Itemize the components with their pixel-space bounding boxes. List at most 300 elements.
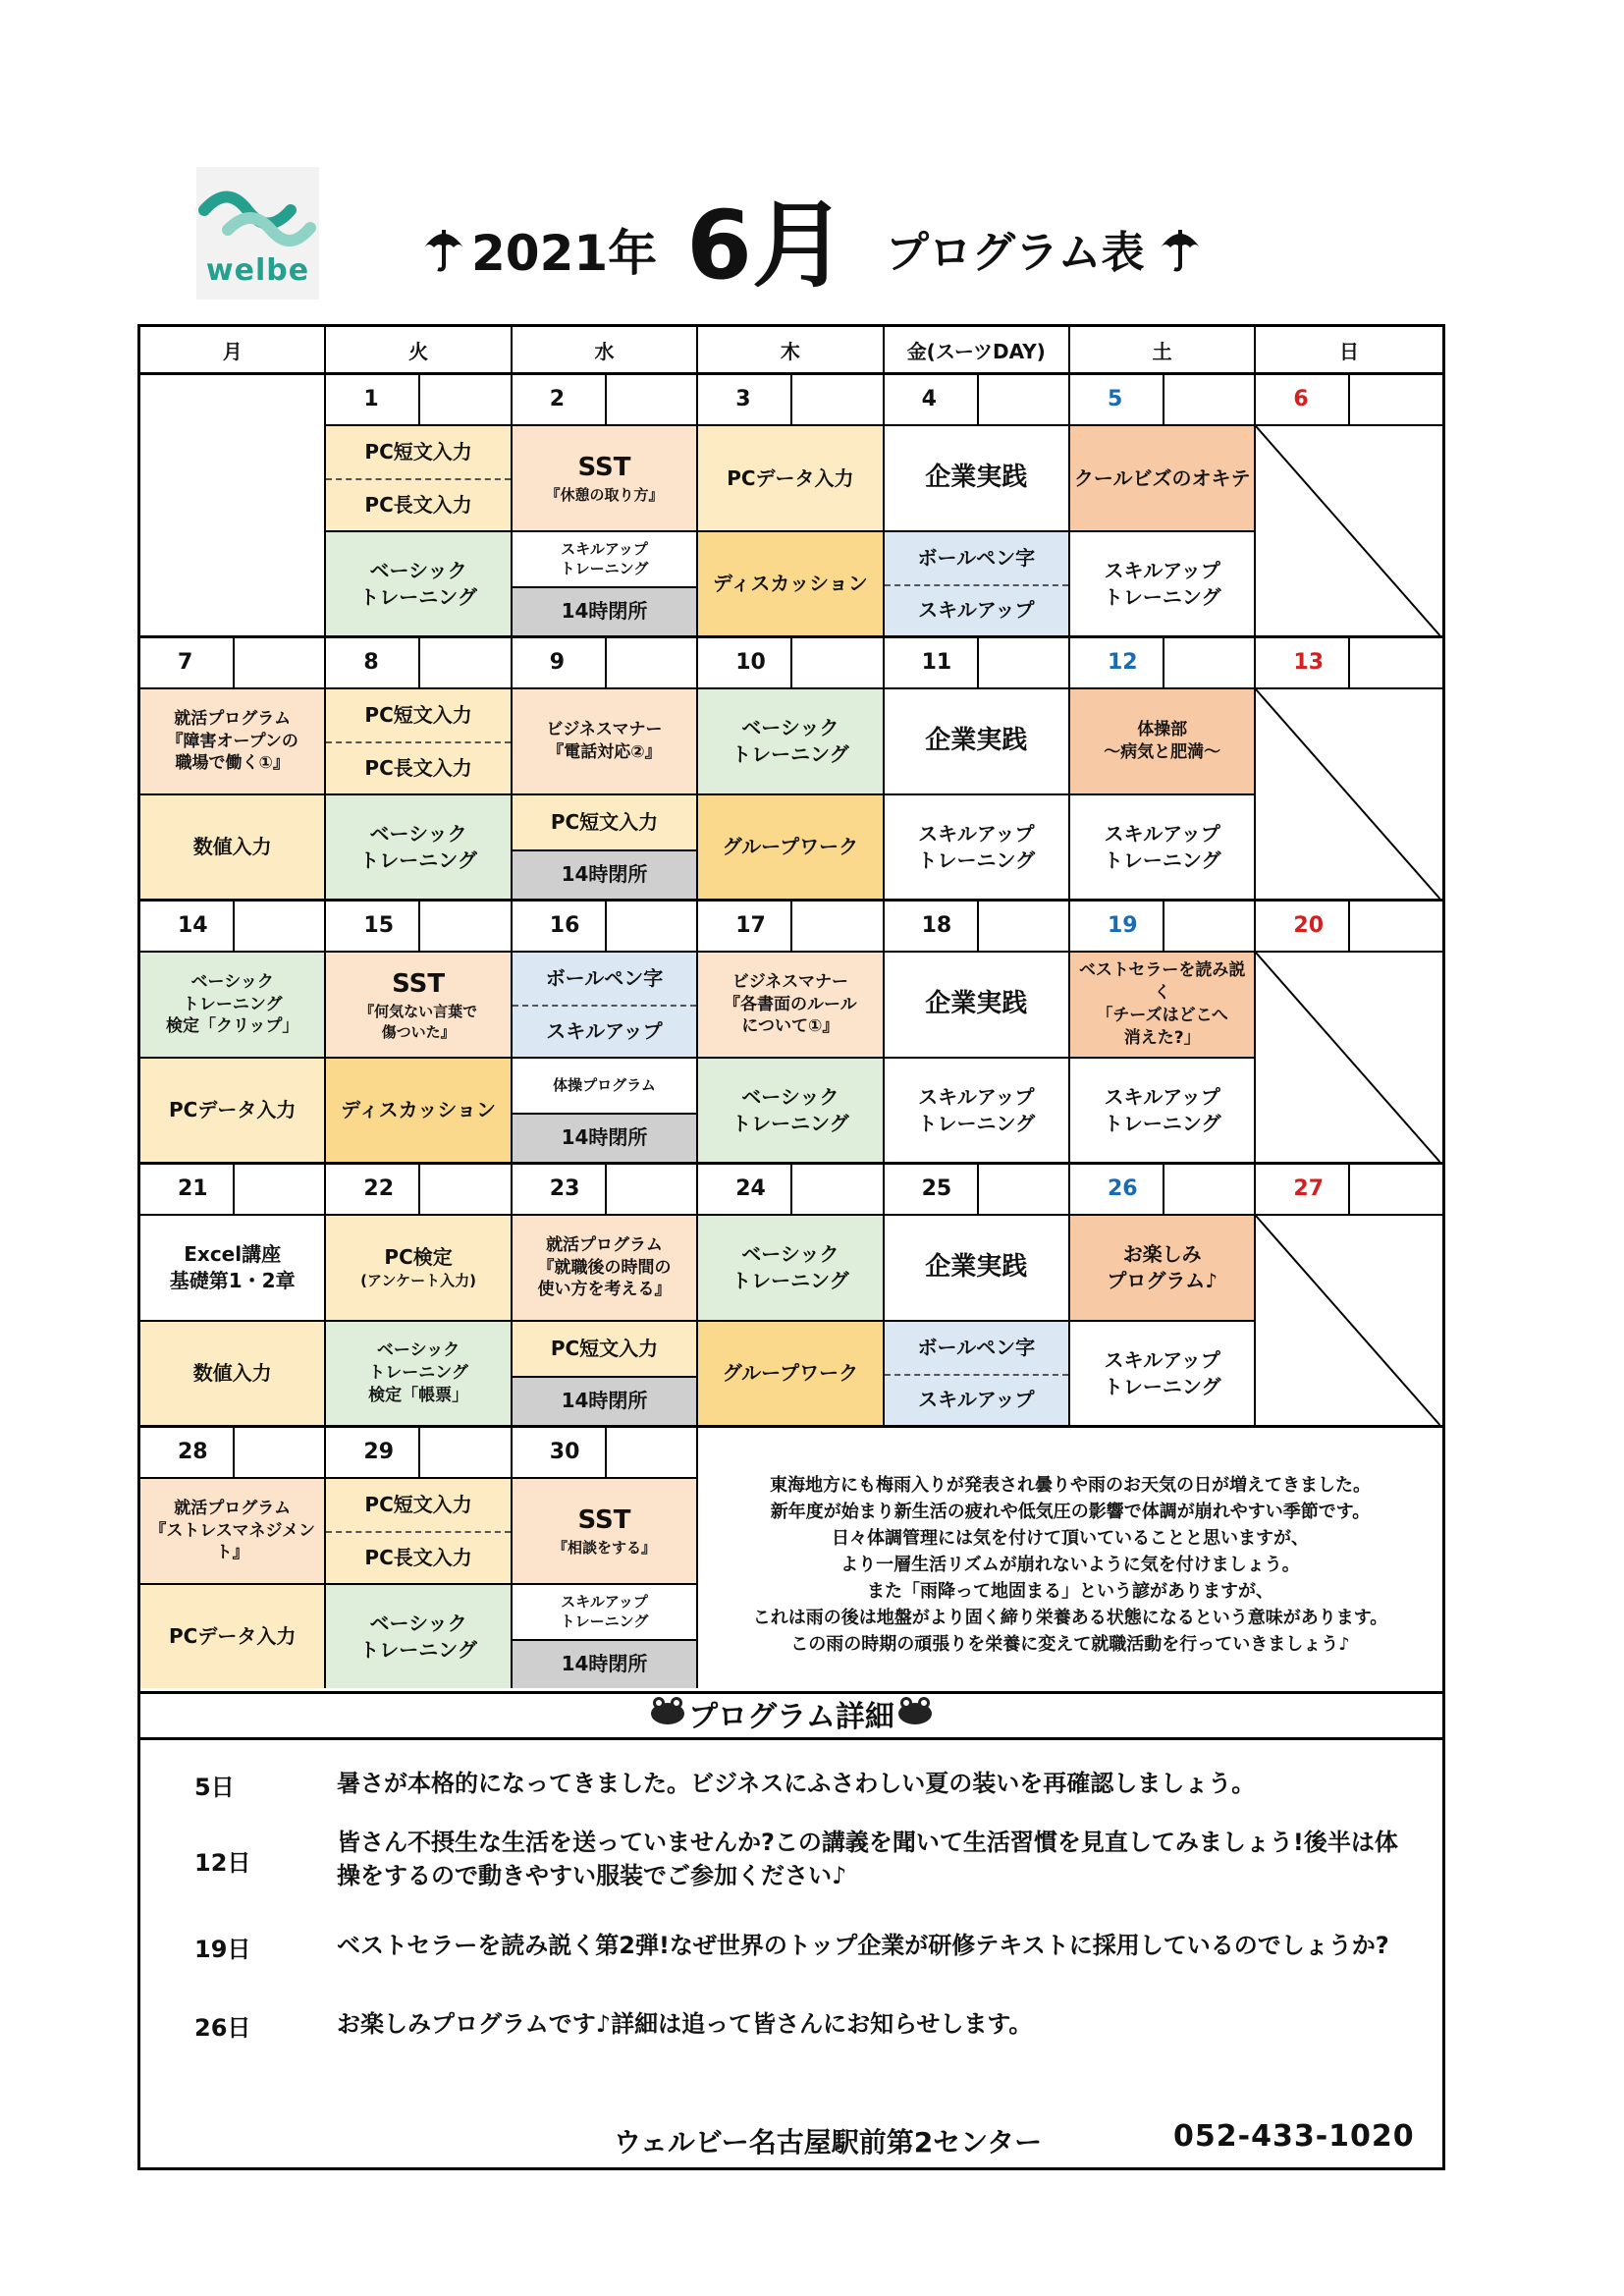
closing-time [513, 849, 696, 899]
program-label: スキルアップ トレーニング [917, 821, 1036, 872]
program-label: PC短文入力 [364, 1493, 472, 1516]
day-number-divider [418, 902, 420, 951]
day-number: 2 [549, 387, 566, 411]
day-number: 10 [735, 650, 766, 675]
program-label: 体操プログラム [553, 1076, 656, 1095]
page-title [422, 187, 1306, 301]
day-number-divider [418, 1428, 420, 1477]
morning-program [513, 953, 696, 1059]
day-number-divider [605, 1428, 607, 1477]
morning-program [326, 1479, 510, 1585]
day-number-divider [790, 902, 792, 951]
closing-time-label: 14時閉所 [561, 1125, 648, 1150]
afternoon-program [326, 532, 510, 635]
day-number-divider [1163, 902, 1164, 951]
program-label: ベストセラーを読み説 く 「チーズはどこへ 消えた?」 [1078, 960, 1246, 1048]
day-number-divider [605, 1165, 607, 1214]
closed-day-diagonal [1256, 689, 1441, 899]
day-number-row [326, 902, 510, 953]
program-label: PCデータ入力 [727, 465, 854, 490]
program-label: 就活プログラム 『障害オープンの 職場で働く①』 [166, 708, 298, 774]
weekday-sat: 土 [1070, 327, 1256, 372]
day-number: 14 [178, 913, 208, 938]
morning-program [326, 1216, 510, 1322]
day-number-row [326, 638, 510, 689]
calendar-day [885, 902, 1070, 1162]
morning-program [140, 689, 324, 795]
day-number: 18 [921, 913, 952, 938]
morning-program [698, 953, 882, 1059]
morning-program [1070, 953, 1254, 1059]
program-label: ベーシック トレーニング [731, 1242, 849, 1292]
notice-line: また「雨降って地固まる」という諺がありますが、 [867, 1581, 1273, 1602]
calendar-day [326, 1428, 512, 1688]
morning-program-part-b [513, 1005, 696, 1057]
closed-day-diagonal [1256, 426, 1441, 635]
afternoon-program [513, 1585, 696, 1688]
afternoon-program-part-a [513, 1585, 696, 1639]
calendar-day [326, 1165, 512, 1425]
day-number-divider [1348, 902, 1350, 951]
calendar-day [1256, 902, 1441, 1162]
program-label: ボールペン字 [917, 545, 1036, 570]
calendar-table [137, 324, 1445, 1694]
closed-day-diagonal [1256, 1216, 1441, 1425]
program-label: PC長文入力 [364, 756, 472, 780]
afternoon-program [1070, 1059, 1254, 1162]
program-label: ベーシック トレーニング 検定「クリップ」 [166, 971, 299, 1037]
title-month: 6月 [686, 191, 846, 301]
afternoon-program [140, 795, 324, 899]
day-number: 24 [735, 1176, 766, 1201]
day-number: 12 [1108, 650, 1138, 675]
program-label: スキルアップ [918, 598, 1035, 623]
day-number-row [513, 638, 696, 689]
day-number-divider [977, 1165, 979, 1214]
morning-program [140, 953, 324, 1059]
calendar-day [513, 902, 698, 1162]
details-header [140, 1689, 1442, 1740]
day-number-divider [233, 638, 235, 687]
day-number-row [1256, 902, 1441, 953]
calendar-day [1256, 375, 1441, 635]
day-number-divider [790, 638, 792, 687]
program-label: PCデータ入力 [169, 1098, 297, 1121]
umbrella-icon [422, 226, 465, 277]
program-label: クールビズのオキテ [1073, 465, 1251, 490]
program-label: PC長文入力 [364, 1546, 472, 1569]
day-number-row [1256, 375, 1441, 426]
program-label: PCデータ入力 [169, 1624, 297, 1648]
day-number-row [513, 1428, 696, 1479]
day-number: 1 [363, 387, 379, 411]
logo-wordmark: welbe [205, 253, 310, 288]
morning-program [140, 1479, 324, 1585]
title-year: 2021年 [471, 225, 658, 282]
morning-program [885, 689, 1068, 795]
morning-program [698, 1216, 882, 1322]
day-number: 19 [1108, 913, 1138, 938]
calendar-week [140, 375, 1442, 638]
weekday-wed: 水 [513, 327, 698, 372]
afternoon-program-part-a [513, 1322, 696, 1376]
day-number: 20 [1293, 913, 1325, 938]
morning-program-part-a [326, 689, 510, 741]
day-number-divider [1163, 638, 1164, 687]
title-program: プログラム表 [885, 228, 1145, 278]
weekday-tue: 火 [326, 327, 512, 372]
calendar-day [1070, 638, 1256, 899]
day-number: 23 [549, 1176, 580, 1201]
program-label: スキルアップ トレーニング [1103, 558, 1221, 609]
afternoon-program [698, 1322, 882, 1425]
morning-program-part-a [513, 953, 696, 1005]
program-label: 数値入力 [192, 1361, 272, 1385]
closing-time-label: 14時閉所 [561, 1652, 648, 1676]
calendar-day [698, 1165, 884, 1425]
notice-line: 東海地方にも梅雨入りが発表され曇りや雨のお天気の日が増えてきました。 [770, 1475, 1371, 1496]
morning-program [1070, 426, 1254, 532]
day-number: 17 [735, 913, 766, 938]
program-label: 企業実践 [925, 726, 1028, 756]
day-number: 11 [921, 650, 952, 675]
program-subtitle: 『相談をする』 [552, 1539, 656, 1558]
day-number-row [885, 638, 1068, 689]
program-label: 企業実践 [925, 1252, 1028, 1283]
afternoon-program [140, 1059, 324, 1162]
program-subtitle: 『何気ない言葉で 傷ついた』 [359, 1003, 478, 1041]
afternoon-program [885, 1322, 1068, 1425]
day-number-row [698, 902, 882, 953]
calendar-day [140, 1165, 326, 1425]
calendar-day [513, 1428, 698, 1688]
morning-program [1070, 689, 1254, 795]
notice-line: より一層生活リズムが崩れないように気を付けましょう。 [840, 1555, 1300, 1575]
day-number: 21 [178, 1176, 208, 1201]
calendar-day [140, 638, 326, 899]
day-number-row [513, 375, 696, 426]
afternoon-program [513, 1059, 696, 1162]
calendar-day [885, 375, 1070, 635]
morning-program [885, 953, 1068, 1059]
calendar-day [1070, 375, 1256, 635]
day-number-divider [418, 1165, 420, 1214]
day-number: 27 [1293, 1176, 1325, 1201]
program-label: 数値入力 [192, 835, 272, 858]
detail-day: 19日 [194, 1936, 251, 1963]
day-number-row [1256, 1165, 1441, 1216]
morning-program-part-b [326, 1531, 510, 1583]
calendar-day [326, 902, 512, 1162]
detail-text: 暑さが本格的になってきました。ビジネスにふさわしい夏の装いを再確認しましょう。 [337, 1770, 1256, 1797]
day-number-row [513, 902, 696, 953]
day-number-row [1070, 375, 1254, 426]
day-number-row [140, 1165, 324, 1216]
welbe-logo [196, 167, 319, 300]
frog-icon [898, 1703, 932, 1724]
calendar-day [140, 375, 326, 635]
program-subtitle: (アンケート入力) [360, 1272, 476, 1290]
day-number-divider [233, 902, 235, 951]
weekday-sun: 日 [1339, 339, 1360, 363]
program-label: 就活プログラム 『就職後の時間の 使い方を考える』 [537, 1234, 672, 1300]
detail-text: 皆さん不摂生な生活を送っていませんか?この講義を聞いて生活習慣を見直してみましょう!後半は体操をするので動きやすい服装でご参加ください♪ [337, 1829, 1398, 1889]
day-number: 7 [178, 650, 193, 675]
day-number-divider [233, 1165, 235, 1214]
calendar-day [513, 375, 698, 635]
phone-number: 052-433-1020 [1173, 2119, 1415, 2154]
closing-time-label: 14時閉所 [561, 862, 648, 887]
day-number: 22 [363, 1176, 395, 1201]
calendar-day [140, 1428, 326, 1688]
closing-time [513, 1639, 696, 1688]
afternoon-program [885, 795, 1068, 899]
day-number-divider [1348, 375, 1350, 424]
program-label: スキルアップ [546, 1019, 663, 1043]
notice-line: 新年度が始まり新生活の疲れや低気圧の影響で体調が崩れやすい季節です。 [770, 1502, 1371, 1522]
morning-program [885, 426, 1068, 532]
afternoon-program [698, 532, 882, 635]
day-number-row [1070, 1165, 1254, 1216]
calendar-day [513, 638, 698, 899]
closed-day-diagonal [1256, 953, 1441, 1162]
program-label: ボールペン字 [917, 1335, 1036, 1359]
day-number-row [140, 638, 324, 689]
calendar-day [140, 902, 326, 1162]
day-number-row [698, 375, 882, 426]
afternoon-program [326, 1322, 510, 1425]
day-number-row [1256, 638, 1441, 689]
afternoon-program [513, 1322, 696, 1425]
afternoon-program [885, 1059, 1068, 1162]
calendar-day [326, 375, 512, 635]
program-label: PC短文入力 [550, 1336, 659, 1360]
morning-program [326, 689, 510, 795]
day-number: 8 [363, 650, 379, 675]
afternoon-program [1070, 532, 1254, 635]
program-label: SST [577, 453, 631, 483]
day-number-divider [977, 375, 979, 424]
closing-time [513, 586, 696, 635]
day-number: 30 [549, 1440, 580, 1464]
program-label: ベーシック トレーニング 検定「帳票」 [368, 1340, 469, 1405]
program-label: スキルアップ トレーニング [1103, 1347, 1221, 1398]
day-number: 13 [1293, 650, 1325, 675]
day-number-row [885, 375, 1068, 426]
program-label: PC短文入力 [364, 703, 472, 727]
morning-program [513, 689, 696, 795]
day-number-row [698, 638, 882, 689]
calendar-day [885, 638, 1070, 899]
afternoon-program [698, 795, 882, 899]
morning-program-part-b [326, 741, 510, 793]
detail-text: お楽しみプログラムです♪詳細は追って皆さんにお知らせします。 [337, 2010, 1033, 2038]
calendar-day [326, 638, 512, 899]
day-number-divider [418, 638, 420, 687]
day-number-row [140, 902, 324, 953]
wave-logo-icon [198, 189, 317, 247]
program-label: 企業実践 [925, 463, 1028, 493]
calendar-day [698, 375, 884, 635]
program-label: スキルアップ トレーニング [1103, 821, 1221, 872]
afternoon-program-part-a [885, 1322, 1068, 1374]
calendar-day [1070, 1165, 1256, 1425]
day-number: 9 [549, 650, 566, 675]
morning-program [140, 1216, 324, 1322]
calendar-week [140, 902, 1442, 1165]
morning-program [326, 953, 510, 1059]
closing-time-label: 14時閉所 [561, 599, 648, 624]
program-label: ディスカッション [712, 572, 868, 595]
calendar-day [1256, 638, 1441, 899]
day-number-divider [1163, 1165, 1164, 1214]
closing-time [513, 1113, 696, 1162]
weekday-header [140, 327, 1442, 375]
morning-program [698, 426, 882, 532]
afternoon-program [140, 1585, 324, 1688]
day-number-row [326, 1428, 510, 1479]
program-label: スキルアップ トレーニング [1103, 1084, 1221, 1135]
day-number: 28 [178, 1440, 208, 1464]
program-label: お楽しみ プログラム♪ [1107, 1242, 1218, 1292]
day-number: 16 [549, 913, 580, 938]
day-number-divider [233, 1428, 235, 1477]
calendar-day [885, 1165, 1070, 1425]
day-number: 5 [1108, 387, 1123, 411]
day-number: 29 [363, 1440, 395, 1464]
day-number-row [326, 375, 510, 426]
program-label: スキルアップ [918, 1388, 1035, 1412]
afternoon-program [698, 1059, 882, 1162]
calendar-week [140, 1165, 1442, 1428]
morning-program [513, 1479, 696, 1585]
morning-program-part-a [326, 1479, 510, 1531]
umbrella-icon [1159, 226, 1202, 277]
afternoon-program [1070, 1322, 1254, 1425]
morning-program [1070, 1216, 1254, 1322]
afternoon-program-part-b [885, 584, 1068, 636]
morning-program [885, 1216, 1068, 1322]
program-label: SST [392, 969, 446, 1000]
program-label: PC短文入力 [364, 440, 472, 464]
day-number-divider [605, 375, 607, 424]
program-label: スキルアップ トレーニング [560, 540, 649, 578]
afternoon-program-part-b [885, 1374, 1068, 1426]
day-number: 25 [921, 1176, 952, 1201]
afternoon-program [326, 795, 510, 899]
program-label: PC検定 [384, 1245, 453, 1270]
day-number-divider [790, 375, 792, 424]
day-number-row [698, 1165, 882, 1216]
morning-program-part-a [326, 426, 510, 478]
afternoon-program [140, 1322, 324, 1425]
day-number: 4 [921, 387, 937, 411]
morning-program [513, 1216, 696, 1322]
detail-text: ベストセラーを読み説く第2弾!なぜ世界のトップ企業が研修テキストに採用しているのでしょうか? [337, 1932, 1389, 1959]
day-number-row [140, 1428, 324, 1479]
weekday-fri: 金(スーツDAY) [885, 327, 1070, 372]
program-label: ベーシック トレーニング [359, 821, 477, 872]
program-details [137, 1689, 1445, 2170]
day-number-row [885, 1165, 1068, 1216]
day-number-divider [418, 375, 420, 424]
morning-program [513, 426, 696, 532]
afternoon-program [513, 795, 696, 899]
program-label: ボールペン字 [545, 966, 664, 990]
program-label: ディスカッション [341, 1098, 496, 1121]
detail-day: 26日 [194, 2014, 251, 2042]
day-number-divider [605, 638, 607, 687]
notice-line: この雨の時期の頑張りを栄養に変えて就職活動を行っていきましょう♪ [790, 1634, 1350, 1655]
program-label: ビジネスマナー 『各書面のルール について①』 [724, 971, 857, 1037]
afternoon-program-part-a [513, 1059, 696, 1113]
notice-line: 日々体調管理には気を付けて頂いていることと思いますが、 [832, 1528, 1309, 1549]
day-number-divider [977, 902, 979, 951]
notice-line: これは雨の後は地盤がより固く締り栄養ある状態になるという意味があります。 [752, 1608, 1388, 1628]
program-label: ベーシック トレーニング [731, 1084, 849, 1135]
program-label: PC短文入力 [550, 809, 659, 834]
program-label: SST [577, 1505, 631, 1536]
afternoon-program [885, 532, 1068, 635]
program-label: Excel講座 基礎第1・2章 [169, 1242, 296, 1292]
detail-day: 5日 [194, 1774, 235, 1801]
program-label: PC長文入力 [364, 493, 472, 517]
afternoon-program-part-a [513, 795, 696, 849]
day-number-row [326, 1165, 510, 1216]
program-label: ベーシック トレーニング [359, 1611, 477, 1662]
notice-message [698, 1472, 1442, 1658]
day-number-row [885, 902, 1068, 953]
closing-time [513, 1376, 696, 1425]
details-title: プログラム詳細 [688, 1699, 894, 1734]
afternoon-program [326, 1059, 510, 1162]
afternoon-program-part-a [513, 532, 696, 586]
day-number-divider [790, 1165, 792, 1214]
calendar-day [1256, 1165, 1441, 1425]
program-label: ベーシック トレーニング [359, 558, 477, 609]
frog-icon [651, 1703, 684, 1724]
detail-day: 12日 [194, 1849, 251, 1877]
day-number: 15 [363, 913, 395, 938]
morning-program [698, 689, 882, 795]
afternoon-program [1070, 795, 1254, 899]
program-label: ビジネスマナー 『電話対応②』 [546, 720, 663, 762]
calendar-day [698, 902, 884, 1162]
day-number-divider [977, 638, 979, 687]
day-number-row [513, 1165, 696, 1216]
program-label: 企業実践 [925, 989, 1028, 1019]
afternoon-program [326, 1585, 510, 1688]
day-number-divider [1163, 375, 1164, 424]
program-label: スキルアップ トレーニング [560, 1593, 649, 1631]
day-number-row [1070, 638, 1254, 689]
afternoon-program-part-a [885, 532, 1068, 584]
morning-program [326, 426, 510, 532]
afternoon-program [513, 532, 696, 635]
day-number-row [1070, 902, 1254, 953]
program-label: 就活プログラム 『ストレスマネジメン ト』 [149, 1498, 316, 1563]
program-label: グループワーク [722, 835, 859, 858]
day-number: 3 [735, 387, 751, 411]
day-number: 6 [1293, 387, 1309, 411]
program-label: グループワーク [722, 1361, 859, 1385]
program-label: スキルアップ トレーニング [917, 1084, 1036, 1135]
day-number-divider [1348, 638, 1350, 687]
program-label: ベーシック トレーニング [731, 716, 849, 766]
program-subtitle: 『休憩の取り方』 [545, 486, 664, 505]
center-name: ウェルビー名古屋駅前第2センター [614, 2126, 1043, 2159]
day-number-divider [605, 902, 607, 951]
